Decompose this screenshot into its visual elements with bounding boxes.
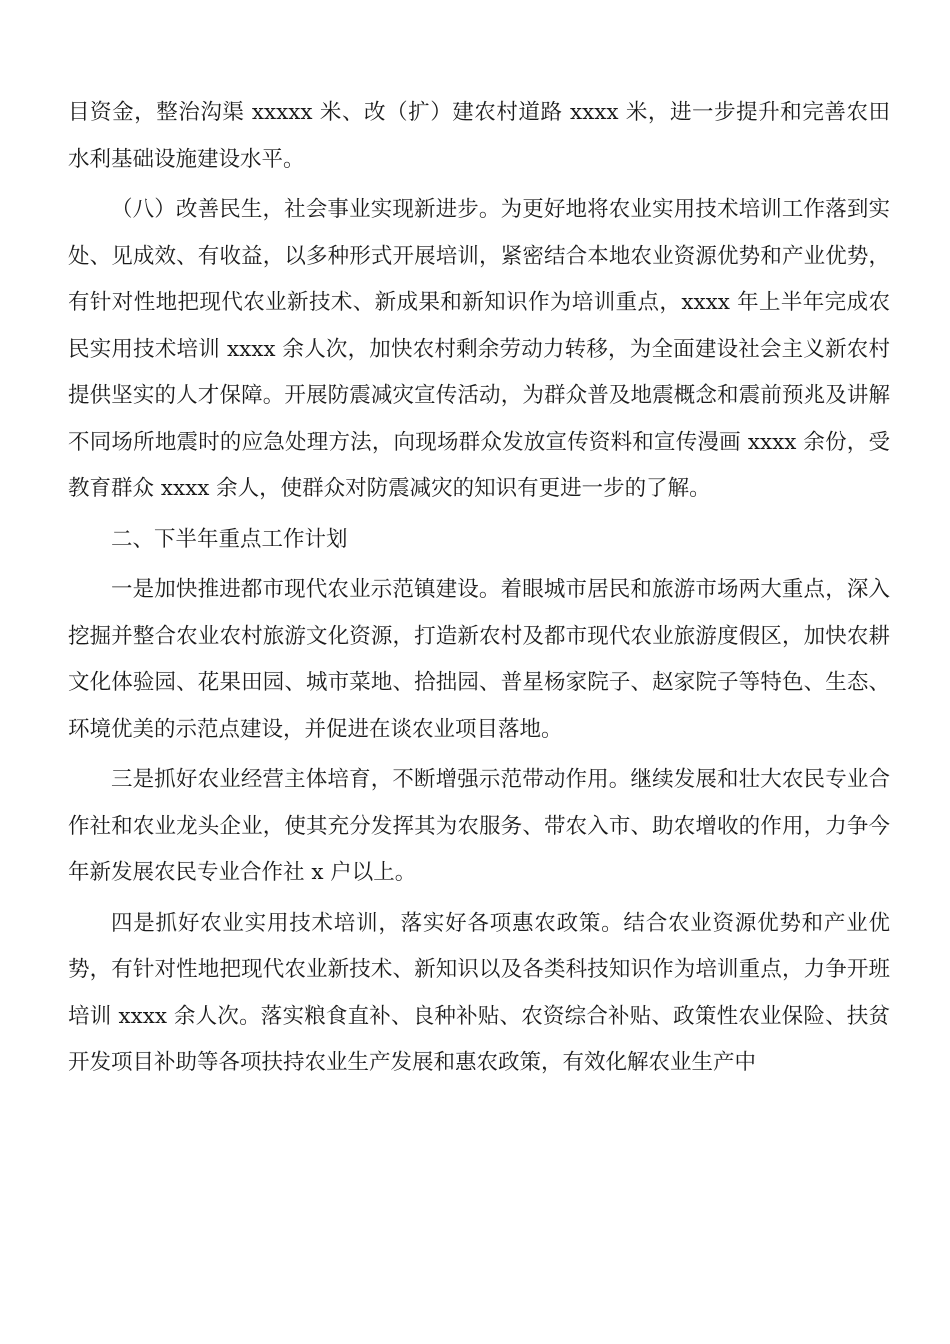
- paragraph-plan-4: 四是抓好农业实用技术培训，落实好各项惠农政策。结合农业资源优势和产业优势，有针对性地把现代农业新技术、新知识以及各类科技知识作为培训重点，力争开班培训 xxxx 余人次。落实粮食直补、良种补贴、农资综合补贴、政策性农业保险、扶贫开发项目补助等各项扶持农业生产发展和惠农政策，有效化解农业生产中: [68, 910, 890, 1075]
- section-heading-2: 二、下半年重点工作计划: [111, 526, 348, 552]
- paragraph-plan-1: 一是加快推进都市现代农业示范镇建设。着眼城市居民和旅游市场两大重点，深入挖掘并整合农业农村旅游文化资源，打造新农村及都市现代农业旅游度假区，加快农耕文化体验园、花果田园、城市菜地、拾拙园、普星杨家院子、赵家院子等特色、生态、环境优美的示范点建设，并促进在谈农业项目落地。: [68, 577, 890, 742]
- paragraph-continuation: 目资金，整治沟渠 xxxxx 米、改（扩）建农村道路 xxxx 米，进一步提升和完善农田水利基础设施建设水平。: [68, 100, 890, 172]
- document-body: [68, 90, 890, 1091]
- paragraph-section-8: （八）改善民生，社会事业实现新进步。为更好地将农业实用技术培训工作落到实处、见成效、有收益，以多种形式开展培训，紧密结合本地农业资源优势和产业优势，有针对性地把现代农业新技术、新成果和新知识作为培训重点，xxxx 年上半年完成农民实用技术培训 xxxx 余人次，加快农村剩余劳动力转移，为全面建设社会主义新农村提供坚实的人才保障。开展防震减灾宣传活动，为群众普及地震概念和震前预兆及讲解不同场所地震时的应急处理方法，向现场群众发放宣传资料和宣传漫画 xxxx 余份，受教育群众 xxxx 余人，使群众对防震减灾的知识有更进一步的了解。: [68, 197, 890, 501]
- paragraph-plan-3: 三是抓好农业经营主体培育，不断增强示范带动作用。继续发展和壮大农民专业合作社和农业龙头企业，使其充分发挥其为农服务、带农入市、助农增收的作用，力争今年新发展农民专业合作社 x 户以上。: [68, 767, 890, 885]
